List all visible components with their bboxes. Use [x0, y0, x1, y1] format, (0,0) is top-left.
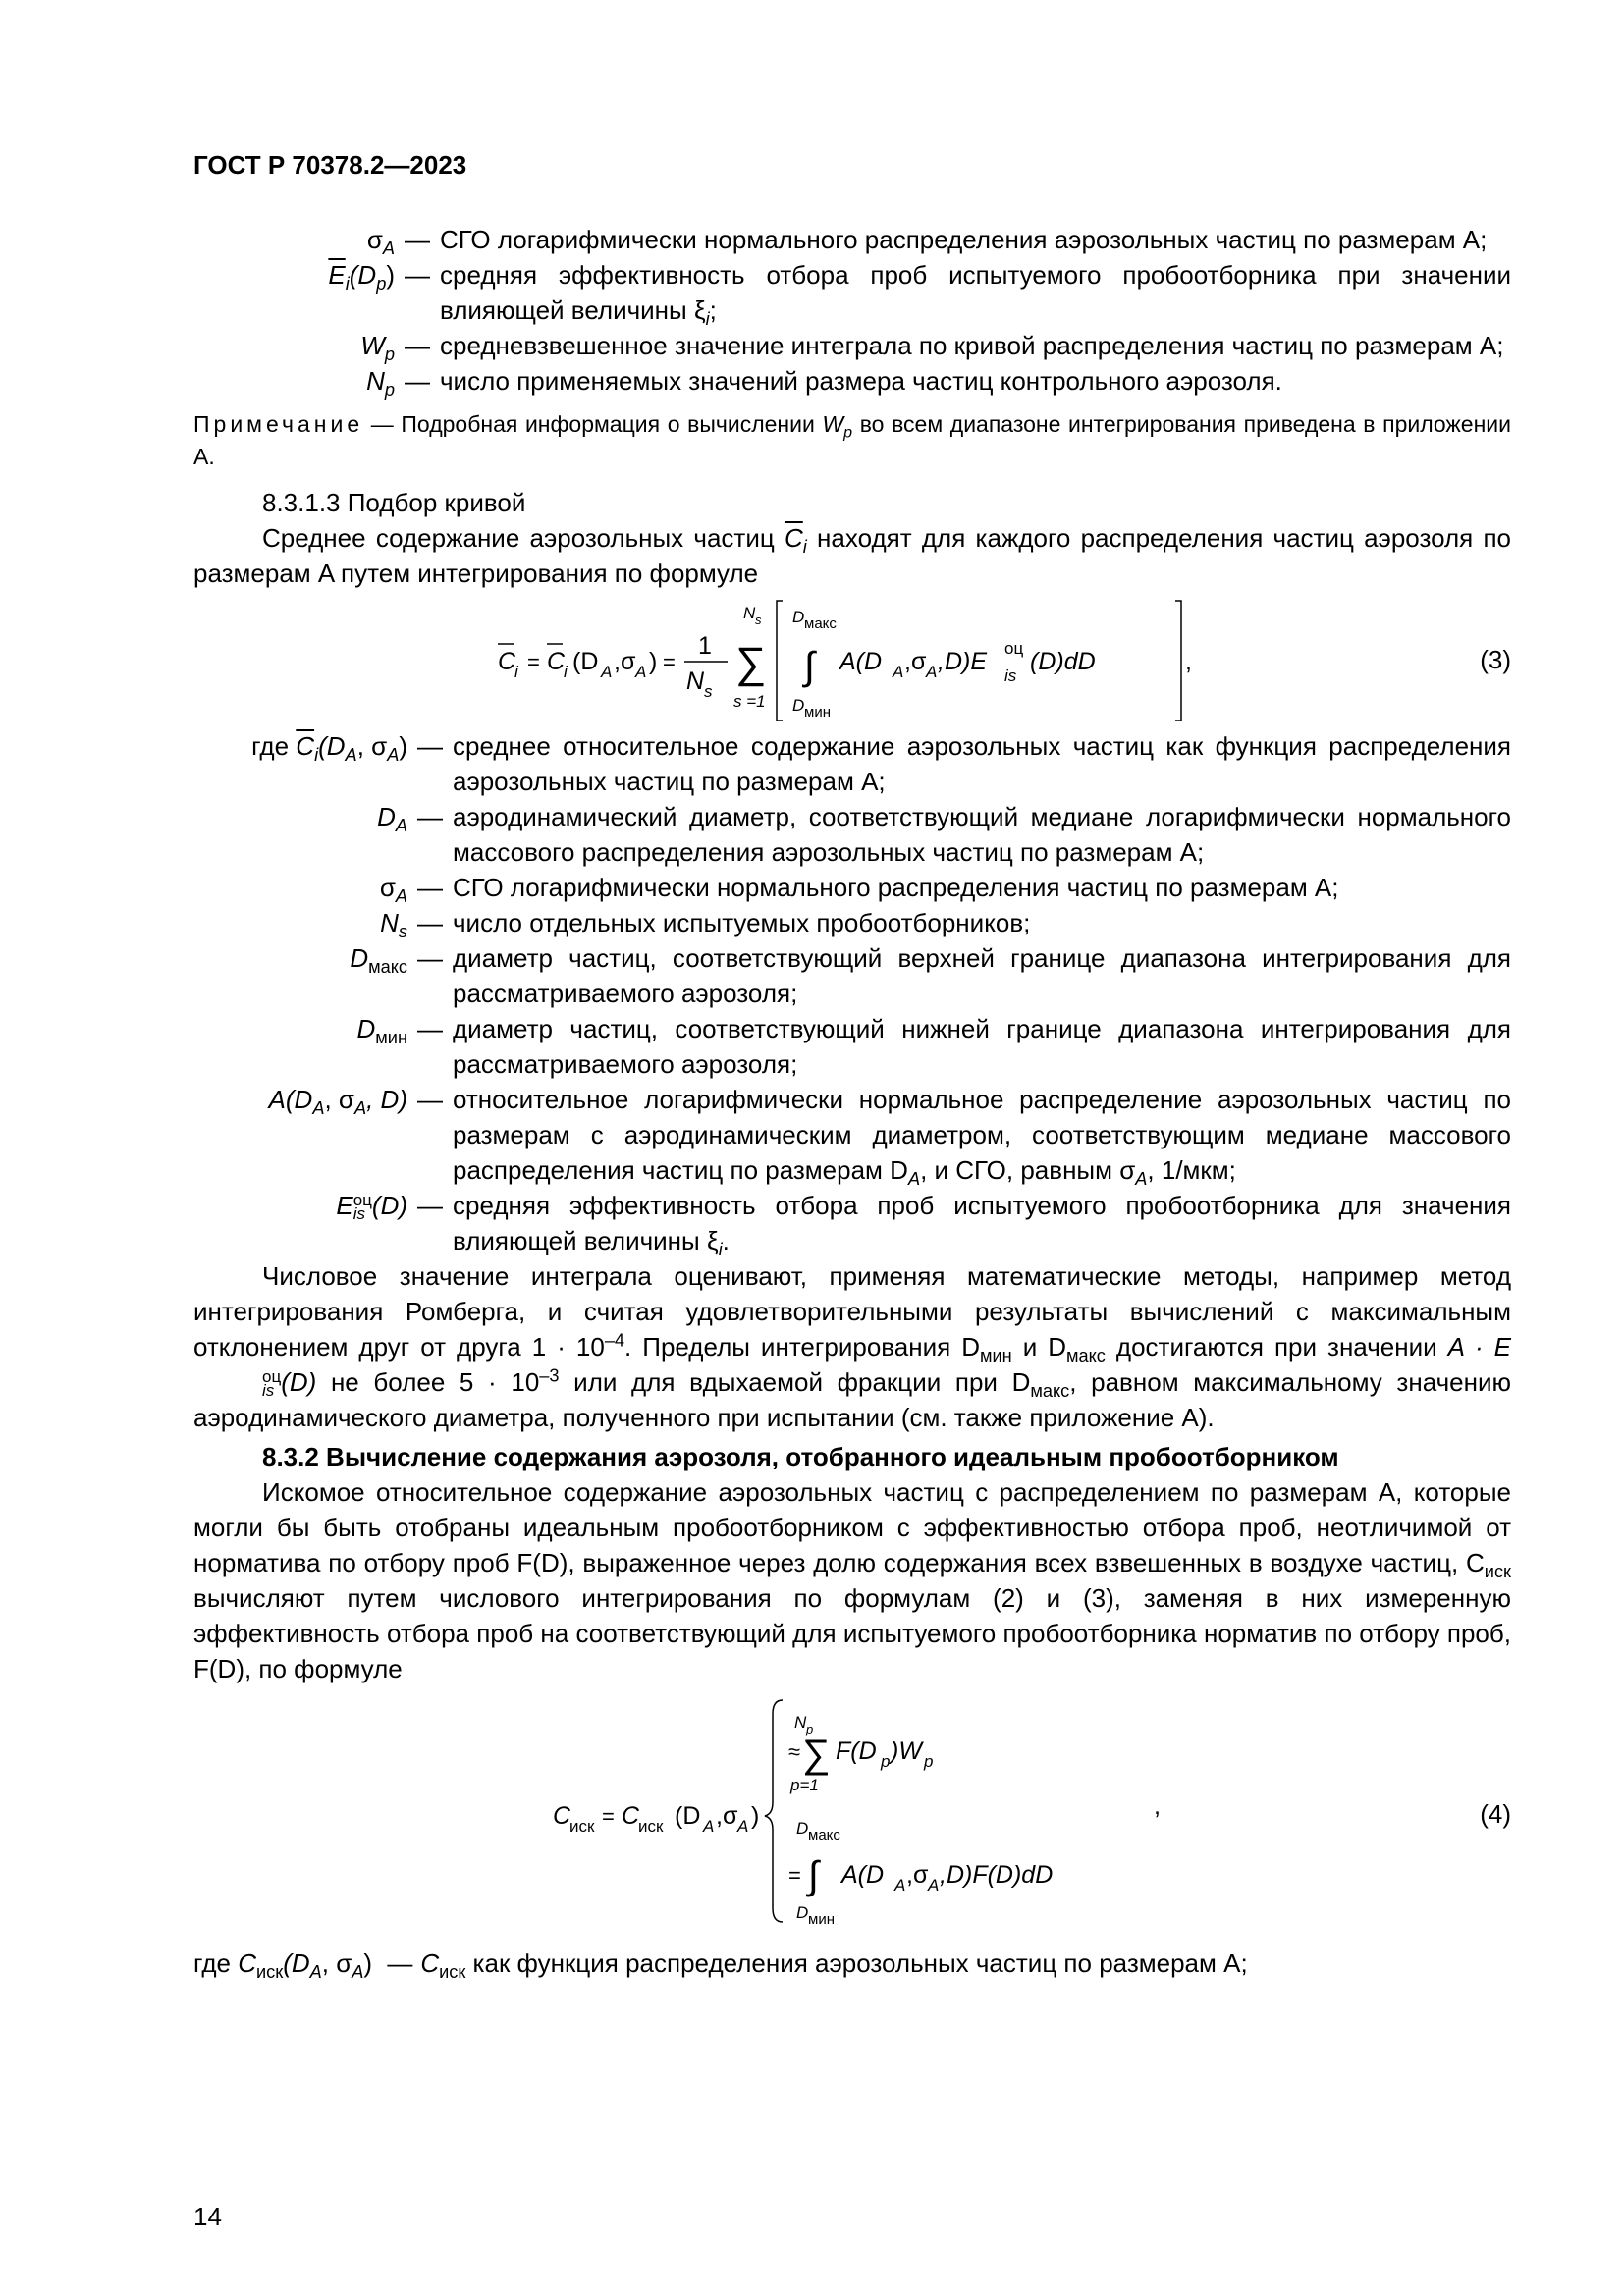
- svg-text:A: A: [928, 1876, 940, 1895]
- svg-text:,σ: ,σ: [614, 648, 636, 675]
- svg-text:i: i: [514, 663, 518, 681]
- svg-text:мин: мин: [808, 1911, 835, 1928]
- svg-text:D: D: [796, 1903, 809, 1922]
- svg-text:N: N: [743, 604, 756, 622]
- definitions-list-3: где $C_{иск}(D_A$, $\sigma_A$) — $C_{иск}$ как функция распределения аэрозольных частиц по размерам A;: [193, 1949, 1248, 1983]
- svg-text:i: i: [564, 663, 568, 681]
- definition-text: аэродинамический диаметр, соответствующий медиане логарифмически нормального массового распределения аэрозольных частиц по размерам A;: [453, 802, 1511, 867]
- svg-text:A(D: A(D: [839, 648, 883, 675]
- definition-text: СГО логарифмически нормального распределения частиц по размерам A;: [453, 873, 1339, 902]
- svg-text:=: =: [527, 650, 540, 674]
- svg-text:∫: ∫: [808, 1854, 819, 1897]
- svg-text:is: is: [1004, 667, 1017, 685]
- svg-text:s =1: s =1: [733, 692, 766, 711]
- svg-text:мин: мин: [804, 704, 831, 721]
- definition-symbol: $A(D_A$, $\sigma_A$, D): [268, 1085, 407, 1119]
- svg-text:p: p: [924, 1752, 934, 1771]
- definition-symbol: $D_{мин}$: [356, 1014, 407, 1048]
- definitions-list-2: [193, 728, 1511, 1258]
- definition-text: среднее относительное содержание аэрозольных частиц как функция распределения аэрозольных частиц по размерам A;: [453, 731, 1511, 796]
- svg-text:N: N: [686, 667, 705, 695]
- svg-text:C: C: [622, 1802, 640, 1830]
- definition-dash: —: [405, 225, 430, 254]
- definition-text: диаметр частиц, соответствующий нижней границе диапазона интегрирования для рассматриваемого аэрозоля;: [453, 1014, 1511, 1079]
- svg-text:,: ,: [1185, 648, 1192, 675]
- svg-text:D: D: [792, 696, 805, 715]
- svg-text:A: A: [635, 663, 647, 681]
- definition-dash: —: [417, 908, 443, 937]
- note-label: Примечание: [193, 411, 364, 437]
- svg-text:)W: )W: [891, 1737, 922, 1765]
- definition-dash: —: [405, 366, 430, 396]
- page-number: 14: [193, 2202, 222, 2231]
- svg-text:N: N: [794, 1713, 807, 1732]
- svg-text:A: A: [703, 1817, 715, 1836]
- paragraph: Искомое относительное содержание аэрозольных частиц с распределением по размерам A, которые могли бы быть отобраны идеальным пробоотборником с эффективностью отбора проб, неотличимой от норматива по отбору проб F(D), выраженное через долю содержания всех взвешенных в воздухе частиц, $C_{иск}$ вычисляют путем числового интегрирования по формулам (2) и (3), заменяя в них измеренную эффективность отбора проб на соответствующий для испытуемого пробоотборника норматив по отбору проб, F(D), по формуле: [193, 1477, 1511, 1683]
- svg-text:,σ: ,σ: [906, 1861, 929, 1889]
- definition-symbol: $\overline{E}_i(D_p)$: [328, 260, 395, 294]
- svg-text:иск: иск: [569, 1817, 595, 1836]
- svg-text:,: ,: [1154, 1792, 1161, 1820]
- svg-text:,D)F(D)dD: ,D)F(D)dD: [940, 1861, 1054, 1889]
- svg-text:C: C: [553, 1802, 571, 1830]
- definition-symbol: $N_s$: [380, 908, 407, 942]
- svg-text:макс: макс: [804, 615, 837, 632]
- definition-dash: —: [417, 1014, 443, 1043]
- definition-symbol: $\sigma_A$: [366, 225, 395, 259]
- definition-symbol: E оц is (D): [336, 1191, 407, 1224]
- svg-text:s: s: [704, 682, 713, 701]
- svg-text:C: C: [498, 648, 516, 675]
- svg-text:A: A: [601, 663, 613, 681]
- definition-symbol: где $\overline{C}_i(D_A$, $\sigma_A$): [251, 731, 407, 766]
- note-paragraph: Примечание — Подробная информация о вычислении $W_p$ во всем диапазоне интегрирования приведена в приложении А.: [193, 411, 1511, 469]
- formula-3-graphic: [193, 591, 1511, 728]
- definition-dash: —: [405, 331, 430, 360]
- svg-text:1: 1: [698, 632, 712, 660]
- svg-text:A: A: [737, 1817, 749, 1836]
- definitions-list-1: [193, 222, 1511, 399]
- svg-text:p=1: p=1: [790, 1776, 819, 1794]
- definition-symbol: $D_A$: [377, 802, 407, 836]
- svg-text:макс: макс: [808, 1827, 840, 1843]
- svg-text:=: =: [602, 1804, 615, 1829]
- definition-dash: —: [417, 1085, 443, 1114]
- svg-text:иск: иск: [638, 1817, 664, 1836]
- svg-text:=: =: [788, 1863, 801, 1888]
- formula-number: (4): [1480, 1799, 1511, 1829]
- definition-text: число отдельных испытуемых пробоотборников;: [453, 908, 1031, 937]
- definition-symbol: $\sigma_A$: [379, 873, 407, 907]
- svg-text:A: A: [893, 663, 904, 681]
- formula-number: (3): [1480, 645, 1511, 674]
- svg-text:,σ: ,σ: [904, 648, 927, 675]
- svg-text:A(D: A(D: [841, 1861, 885, 1889]
- svg-text:p: p: [806, 1722, 814, 1736]
- definition-dash: —: [417, 731, 443, 761]
- definition-symbol: $W_p$: [360, 331, 395, 365]
- section-heading-832: 8.3.2 Вычисление содержания аэрозоля, отобранного идеальным пробоотборником: [262, 1442, 1339, 1471]
- document-header: ГОСТ Р 70378.2—2023: [193, 150, 467, 180]
- formula-3: [193, 591, 1511, 728]
- definition-text: средняя эффективность отбора проб испытуемого пробоотборника для значения влияющей величины $\xi_i$.: [453, 1191, 1511, 1260]
- definition-text: относительное логарифмически нормальное распределение аэрозольных частиц по размерам с аэродинамическим диаметром, соответствующим медиане массового распределения частиц по размерам $D_A$, и СГО, равным $\sigma_A$, 1/мкм;: [453, 1085, 1511, 1190]
- svg-text:(D)dD: (D)dD: [1030, 648, 1096, 675]
- definition-text: средневзвешенное значение интеграла по кривой распределения частиц по размерам A;: [440, 331, 1504, 360]
- svg-text:∑: ∑: [735, 639, 767, 687]
- formula-4: [193, 1686, 1511, 1932]
- svg-text:): ): [751, 1802, 760, 1830]
- svg-text:C: C: [547, 648, 566, 675]
- svg-text:): ): [649, 648, 658, 675]
- svg-text:(D: (D: [572, 648, 599, 675]
- svg-text:оц: оц: [1004, 639, 1024, 658]
- definition-text: число применяемых значений размера частиц контрольного аэрозоля.: [440, 366, 1282, 396]
- definition-dash: —: [417, 873, 443, 902]
- section-heading-8313: 8.3.1.3 Подбор кривой: [262, 488, 526, 517]
- svg-text:≈: ≈: [788, 1739, 801, 1764]
- svg-text:,σ: ,σ: [716, 1802, 738, 1830]
- definition-symbol: $N_p$: [366, 366, 395, 400]
- svg-text:F(D: F(D: [836, 1737, 877, 1765]
- definition-dash: —: [417, 1191, 443, 1220]
- svg-text:∑: ∑: [802, 1733, 831, 1776]
- svg-text:=: =: [663, 650, 676, 674]
- svg-text:D: D: [792, 608, 805, 626]
- svg-text:D: D: [796, 1819, 809, 1838]
- svg-text:s: s: [755, 613, 762, 627]
- svg-text:p: p: [881, 1752, 891, 1771]
- paragraph: Среднее содержание аэрозольных частиц $\overline{C}_i$ находят для каждого распределения частиц аэрозоля по размерам A путем интегрирования по формуле: [193, 523, 1512, 588]
- svg-text:(D: (D: [675, 1802, 701, 1830]
- definition-dash: —: [405, 260, 430, 290]
- svg-text:∫: ∫: [804, 645, 815, 688]
- svg-text:A: A: [894, 1876, 906, 1895]
- paragraph: Числовое значение интеграла оценивают, применяя математические методы, например метод интегрирования Ромберга, и считая удовлетворительными результаты вычислений с максимальным отклонением друг от друга $1 \cdot 10^{-4}$. Пределы интегрирования $D_{мин}$ и $D_{макс}$ достигаются при значении A · E оц is (D) не более $5 \cdot 10^{-3}$ или для вдыхаемой фракции при $D_{макс}$, равном максимальному значению аэродинамического диаметра, полученного при испытании (см. также приложение А).: [193, 1261, 1512, 1432]
- svg-text:A: A: [926, 663, 938, 681]
- definition-text: диаметр частиц, соответствующий верхней границе диапазона интегрирования для рассматриваемого аэрозоля;: [453, 943, 1511, 1008]
- definition-symbol: $D_{макс}$: [350, 943, 407, 978]
- formula-4-graphic: [193, 1686, 1511, 1932]
- definition-text: средняя эффективность отбора проб испытуемого пробоотборника при значении влияющей величины $\xi_i$;: [440, 260, 1511, 330]
- definition-dash: —: [417, 802, 443, 831]
- page-content: [193, 222, 1511, 1981]
- definition-text: СГО логарифмически нормального распределения аэрозольных частиц по размерам A;: [440, 225, 1488, 254]
- definition-dash: —: [417, 943, 443, 973]
- svg-text:,D)E: ,D)E: [938, 648, 987, 675]
